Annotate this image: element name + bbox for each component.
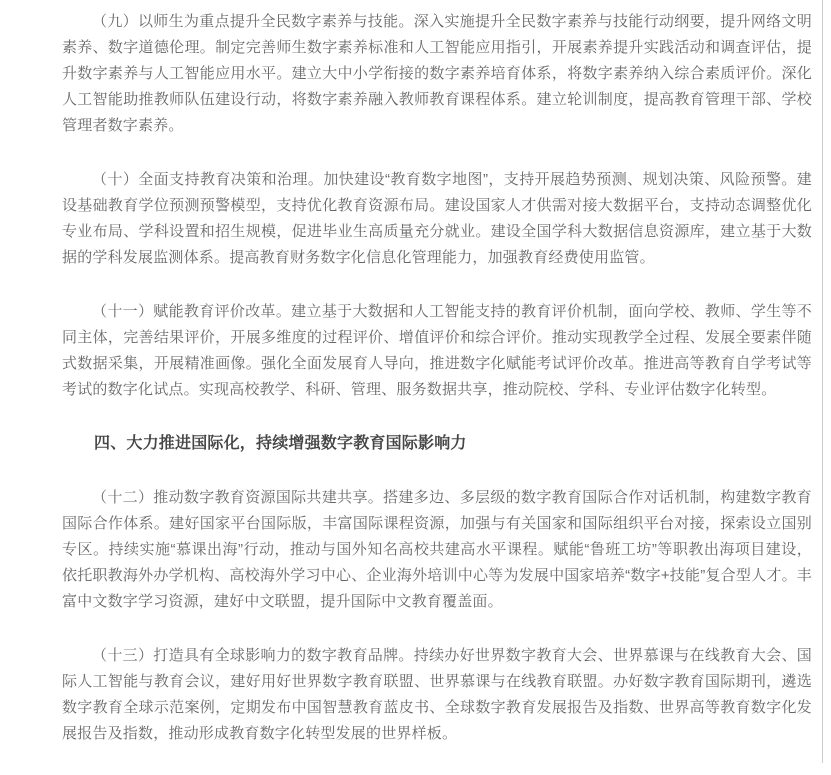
paragraph-item-10: （十）全面支持教育决策和治理。加快建设“教育数字地图”，支持开展趋势预测、规划决策、风险预警。建设基础教育学位预测预警模型，支持优化教育资源布局。建设国家人才供需对接大数据平台，支持动态调整优化专业布局、学科设置和招生规模，促进毕业生高质量充分就业。建设全国学科大数据信息资源库，建立基于大数据的学科发展监测体系。提高教育财务数字化信息化管理能力，加强教育经费使用监管。 (62, 171, 812, 266)
content-right-divider (822, 0, 823, 763)
section-heading-part-four: 四、大力推进国际化，持续增强数字教育国际影响力 (94, 435, 467, 452)
paragraph-item-13: （十三）打造具有全球影响力的数字教育品牌。持续办好世界数字教育大会、世界慕课与在线教育大会、国际人工智能与教育会议，建好用好世界数字教育联盟、世界慕课与在线教育联盟。办好数字教育国际期刊，遴选数字教育全球示范案例，定期发布中国智慧教育蓝皮书、全球数字教育发展报告及指数、世界高等教育数字化发展报告及指数，推动形成教育数字化转型发展的世界样板。 (62, 647, 812, 742)
paragraph-item-9: （九）以师生为重点提升全民数字素养与技能。深入实施提升全民数字素养与技能行动纲要，提升网络文明素养、数字道德伦理。制定完善师生数字素养标准和人工智能应用指引，开展素养提升实践活动和调查评估，提升数字素养与人工智能应用水平。建立大中小学衔接的数字素养培育体系，将数字素养纳入综合素质评价。深化人工智能助推教师队伍建设行动，将数字素养融入教师教育课程体系。建立轮训制度，提高教育管理干部、学校管理者数字素养。 (62, 13, 812, 134)
article-body (62, 9, 812, 775)
paragraph-item-11: （十一）赋能教育评价改革。建立基于大数据和人工智能支持的教育评价机制，面向学校、教师、学生等不同主体，完善结果评价，开展多维度的过程评价、增值评价和综合评价。推动实现教学全过程、发展全要素伴随式数据采集，开展精准画像。强化全面发展育人导向，推进数字化赋能考试评价改革。推进高等教育自学考试等考试的数字化试点。实现高校教学、科研、管理、服务数据共享，推动院校、学科、专业评估数字化转型。 (62, 303, 812, 398)
paragraph-item-12: （十二）推动数字教育资源国际共建共享。搭建多边、多层级的数字教育国际合作对话机制，构建数字教育国际合作体系。建好国家平台国际版，丰富国际课程资源，加强与有关国家和国际组织平台对接，探索设立国别专区。持续实施“慕课出海”行动，推动与国外知名高校共建高水平课程。赋能“鲁班工坊”等职教出海项目建设，依托职教海外办学机构、高校海外学习中心、企业海外培训中心等为发展中国家培养“数字+技能”复合型人才。丰富中文数字学习资源，建好中文联盟，提升国际中文教育覆盖面。 (62, 489, 812, 610)
